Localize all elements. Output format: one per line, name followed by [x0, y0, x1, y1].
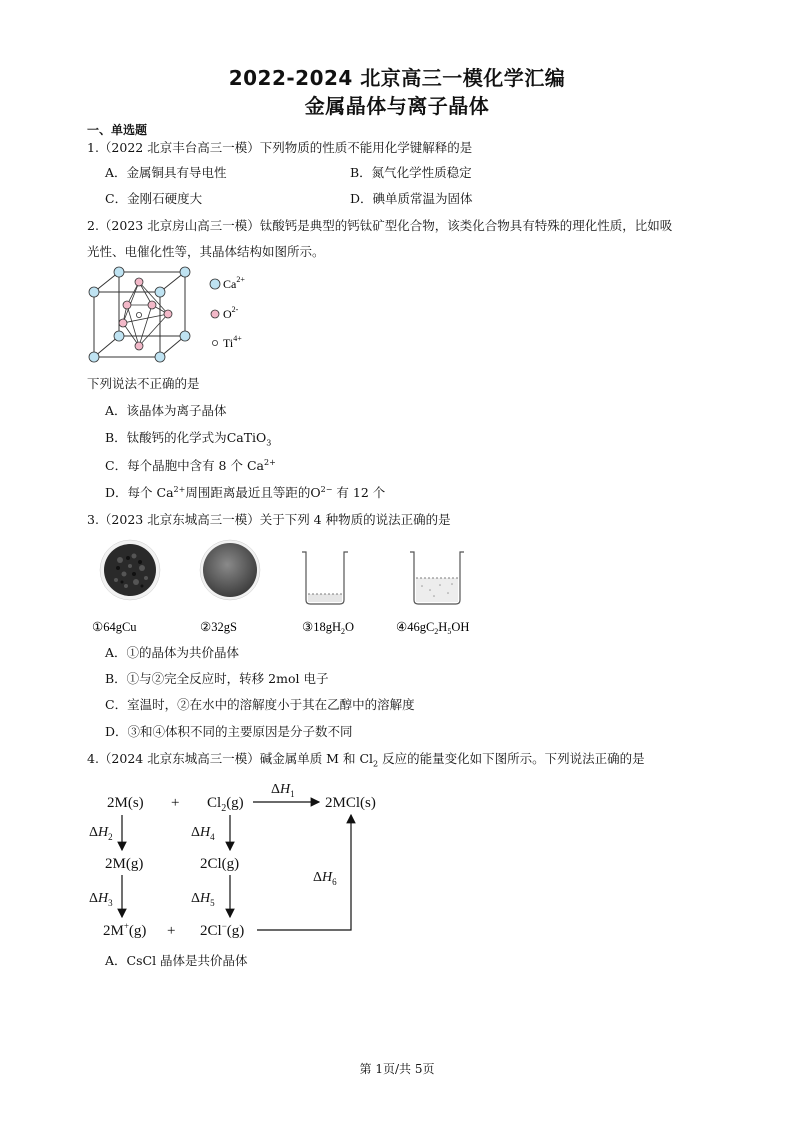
q4-option-a: A．CsCl 晶体是共价晶体: [105, 953, 248, 968]
question-2-stem-line1: 2.（2023 北京房山高三一模）钛酸钙是典型的钙钛矿型化合物，该类化合物具有特殊的理化性质，比如吸: [87, 218, 673, 233]
document-subtitle: 金属晶体与离子晶体: [304, 94, 490, 118]
legend-ti-marker: [212, 340, 217, 345]
question-2-prompt: 下列说法不正确的是: [87, 376, 200, 391]
q1-option-b: B．氮气化学性质稳定: [350, 165, 472, 180]
question-2-stem-line2: 光性、电催化性等，其晶体结构如图所示。: [87, 244, 325, 259]
cl2-gas-label: $Cl_2(g)$: [207, 795, 244, 814]
page-footer: 第 1页/共 5页: [359, 1062, 435, 1076]
q3-option-d: D．③和④体积不同的主要原因是分子数不同: [105, 724, 353, 739]
legend-o-marker: [211, 310, 219, 318]
q3-option-c: C．室温时，②在水中的溶解度小于其在乙醇中的溶解度: [105, 697, 415, 712]
four-substances-figure: [90, 538, 500, 638]
q2-option-c: C．每个晶胞中含有 8 个 $Ca^{2+}$: [105, 457, 276, 473]
water-beaker-image: [302, 552, 348, 604]
question-1-stem: 1.（2022 北京丰台高三一模）下列物质的性质不能用化学键解释的是: [87, 140, 473, 155]
label-water: $③18gH_2O$: [302, 620, 355, 636]
ethanol-beaker-image: [410, 552, 464, 604]
dh5-label: $\Delta H_5$: [191, 891, 215, 908]
copper-sample-image: [100, 540, 160, 600]
m-ion-label: 2M+(g): [103, 921, 147, 939]
label-ethanol: $④46gC_2H_5OH$: [396, 620, 470, 636]
document-title: 2022-2024 北京高三一模化学汇编: [228, 66, 566, 90]
dh3-label: $\Delta H_3$: [89, 891, 113, 908]
dh6-label: $\Delta H_6$: [313, 870, 337, 887]
q1-option-d: D．碘单质常温为固体: [350, 191, 473, 206]
plus-sign-2: +: [167, 923, 176, 939]
ti-ion: [136, 312, 141, 317]
dh4-label: $\Delta H_4$: [191, 825, 215, 842]
section-heading: 一、单选题: [87, 123, 148, 137]
q2-option-a: A．该晶体为离子晶体: [105, 403, 227, 418]
legend-ca: $Ca^{2+}$: [223, 275, 245, 291]
q2-option-b: B．钛酸钙的化学式为CaTiO$_3$: [105, 430, 272, 448]
cl-ion-label: 2Cl−(g): [200, 921, 245, 939]
dh2-label: $\Delta H_2$: [89, 825, 113, 842]
mcl-solid-label: 2MCl(s): [325, 795, 376, 811]
m-gas-label: 2M(g): [105, 856, 144, 872]
cl-gas-label: 2Cl(g): [200, 856, 240, 872]
q3-option-a: A．①的晶体为共价晶体: [105, 645, 240, 660]
dh1-label: $\Delta H_1$: [271, 782, 295, 799]
plus-sign: +: [171, 795, 180, 811]
sulfur-sample-image: [200, 540, 260, 600]
label-cu: ①64gCu: [92, 620, 137, 634]
legend-ti: $Ti^{4+}$: [223, 334, 242, 350]
q2-option-d: D．每个 $Ca^{2+}$周围距离最近且等距的$O^{2-}$ 有 12 个: [105, 484, 386, 500]
legend-o: $O^{2-}$: [223, 305, 239, 321]
arrow-dh6: [257, 815, 351, 930]
m-solid-label: 2M(s): [107, 795, 144, 811]
legend-ca-marker: [210, 279, 220, 289]
born-haber-cycle-diagram: [85, 775, 415, 950]
q3-option-b: B．①与②完全反应时，转移 2mol 电子: [105, 671, 329, 686]
question-4-stem: 4.（2024 北京东城高三一模）碱金属单质 M 和 $Cl_2$ 反应的能量变化如下图所示。下列说法正确的是: [87, 751, 645, 769]
q1-option-a: A．金属铜具有导电性: [105, 165, 227, 180]
label-s: ②32gS: [200, 620, 237, 634]
perovskite-crystal-structure: [82, 264, 262, 370]
question-3-stem: 3.（2023 北京东城高三一模）关于下列 4 种物质的说法正确的是: [87, 512, 451, 527]
q1-option-c: C．金刚石硬度大: [105, 191, 203, 206]
